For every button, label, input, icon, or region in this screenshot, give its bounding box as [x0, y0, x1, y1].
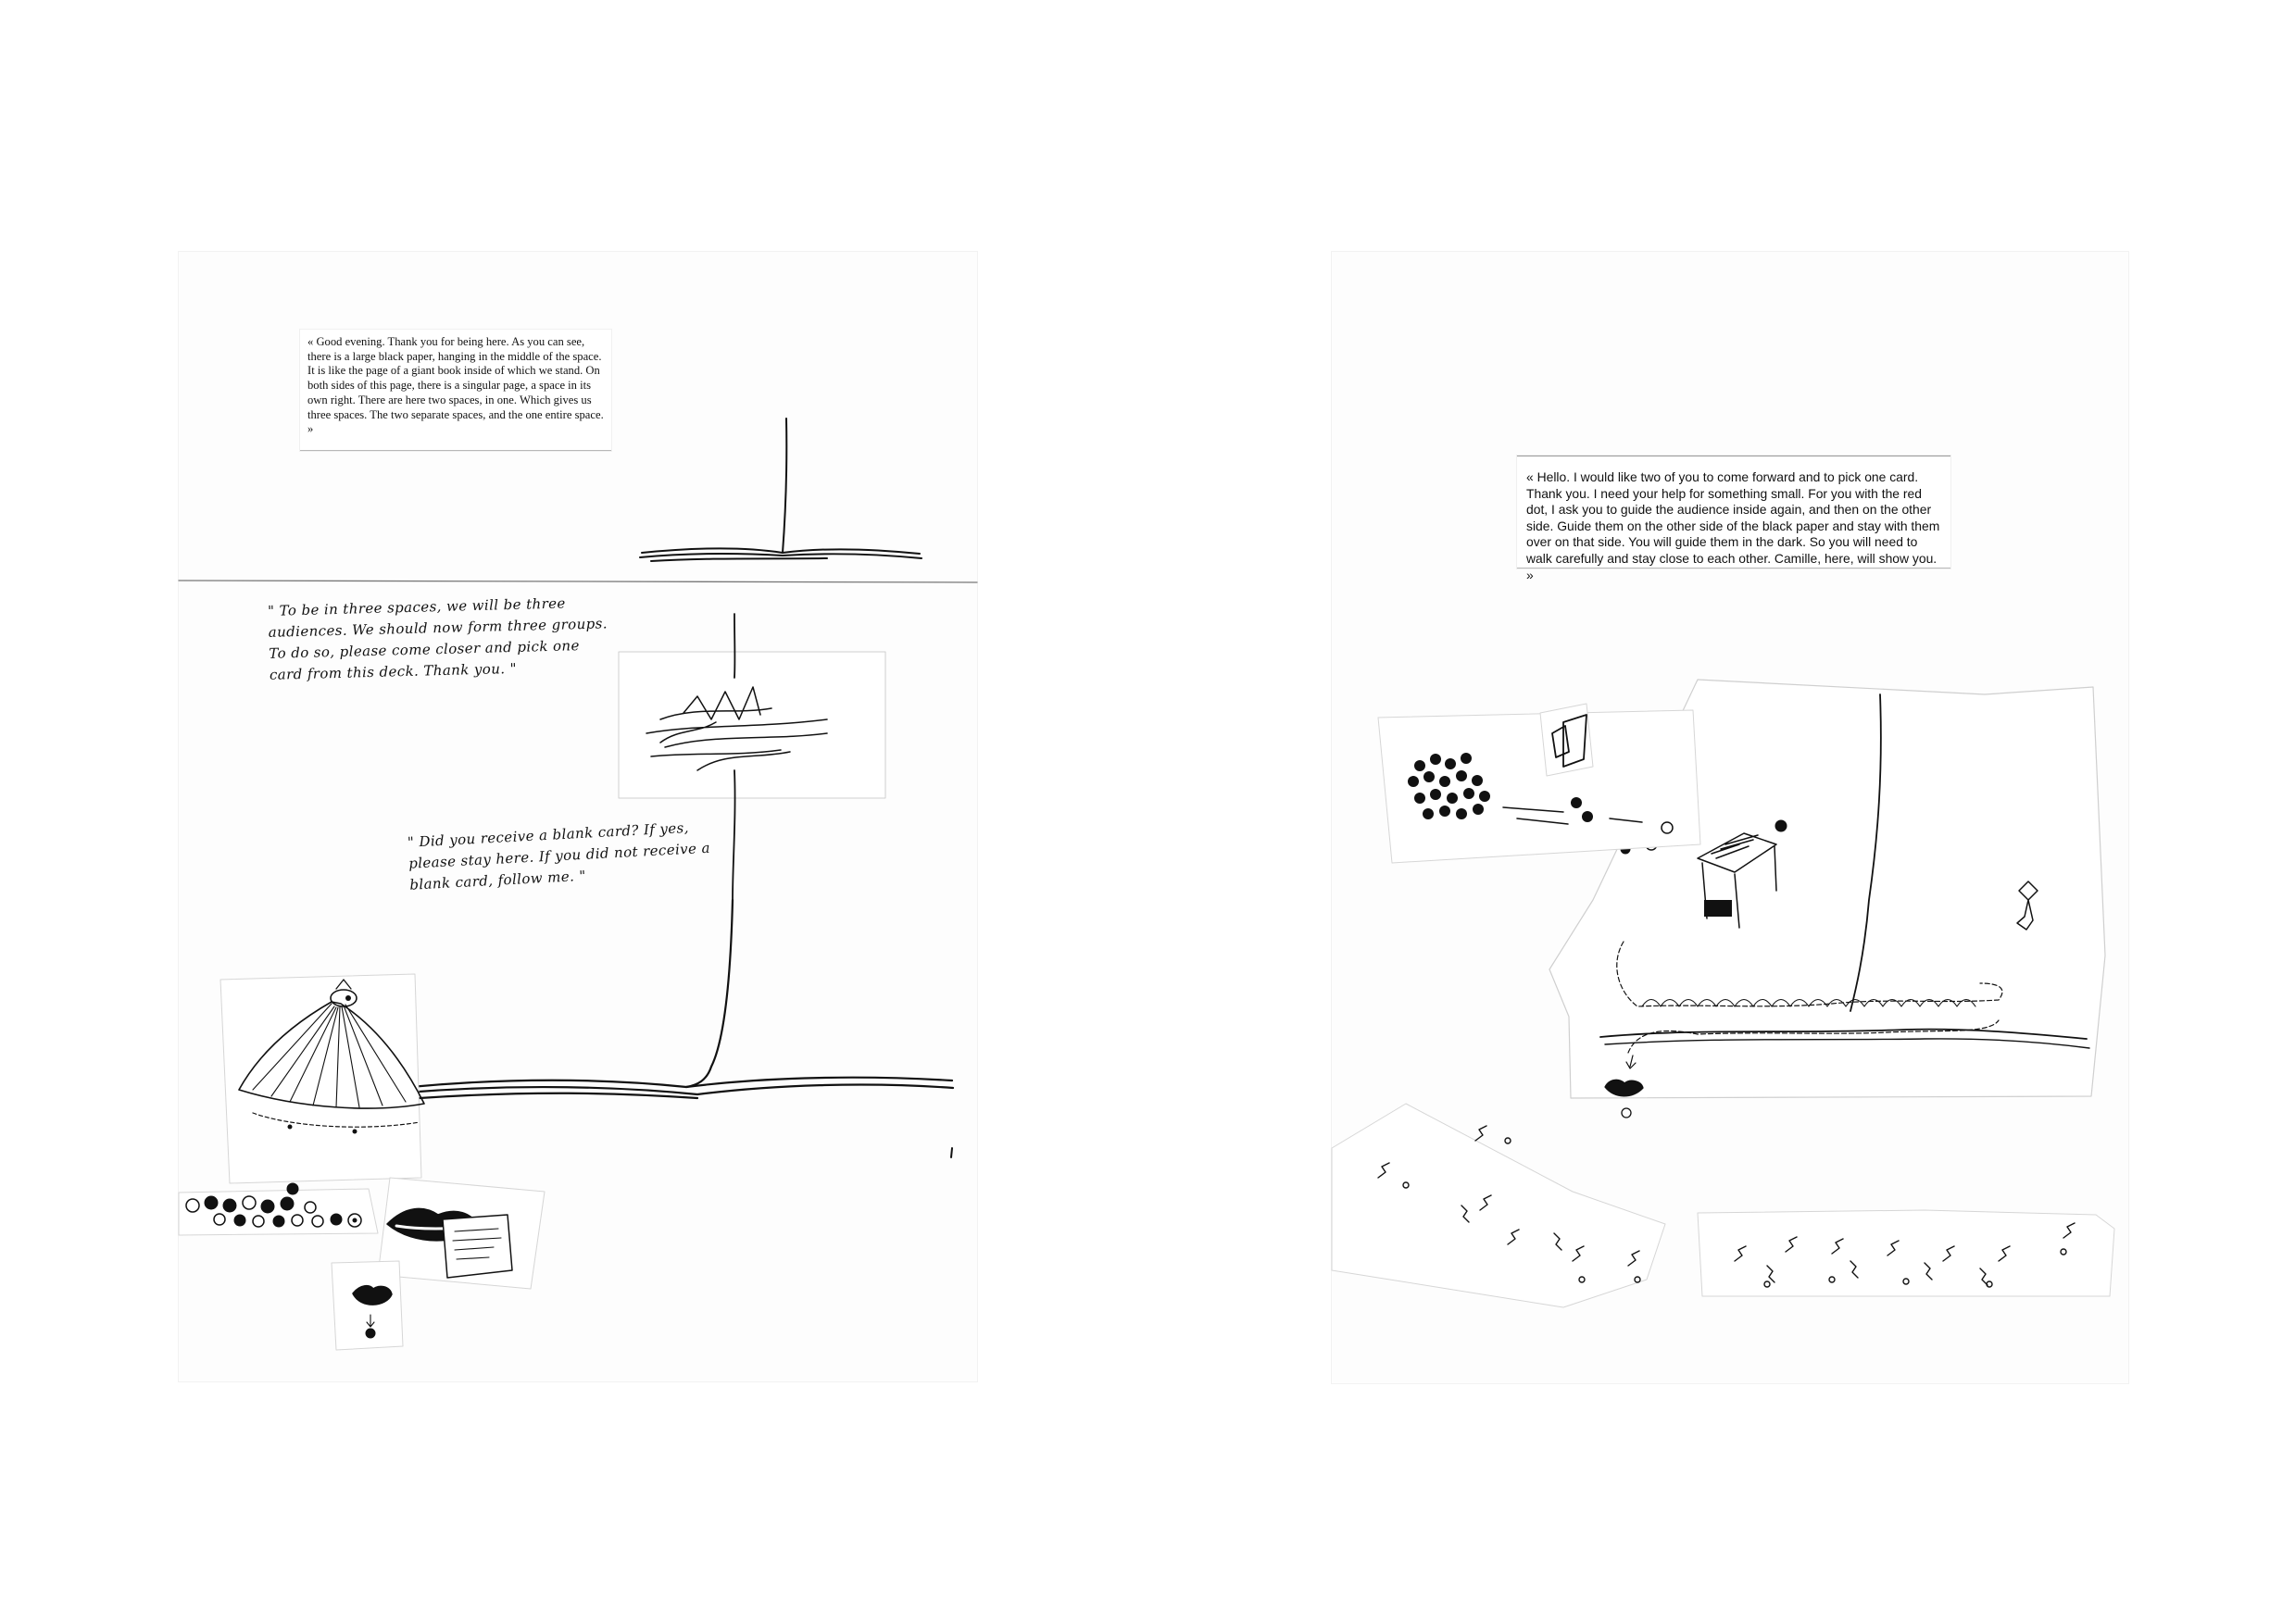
instruction-text-card	[1517, 456, 1950, 582]
footprints-strip	[1332, 1104, 2114, 1307]
book-sketch-top	[640, 418, 922, 561]
dot-row-card	[179, 1183, 378, 1235]
book-sketch-bottom	[406, 900, 953, 1098]
skirt-card	[220, 974, 424, 1183]
intro-text-card	[300, 330, 611, 451]
instruction-text: « Hello. I would like two of you to come forward and to pick one card. Thank you. I need your help for something small. For you with the red dot, I ask you to guide the audience inside again, and then on the other side. Guide them on the other side of the black paper and stay with them over on that side. You will guide them in the dark. So you will need to walk carefully and stay close to each other. Camille, here, will show you. »	[1526, 469, 1940, 582]
crowd-card	[1378, 710, 1700, 863]
intro-text: « Good evening. Thank you for being here. As you can see, there is a large black paper, hanging in the middle of the space. It is like the page of a giant book inside of which we stand. On both sides of this page, there is a singular page, a space in its own right. There are here two spaces, in one. Which gives us three spaces. The two separate spaces, and the one entire space. »	[307, 335, 604, 436]
page-divider	[179, 581, 977, 582]
left-page	[179, 252, 977, 1381]
lips-letter-card	[378, 1178, 545, 1289]
small-lips-card	[332, 1261, 403, 1350]
cards-sketch	[1540, 704, 1593, 776]
right-page	[1332, 252, 2128, 1383]
right-page-drawings	[1332, 252, 2128, 1383]
handwritten-note-blank-card: " Did you receive a blank card? If yes, please stay here. If you did not receive a blank card, follow me. "	[407, 818, 711, 893]
handwritten-note-three-audiences: " To be in three spaces, we will be three audiences. We should now form three groups. To do so, please come closer and pick one card from this deck. Thank you. "	[267, 594, 608, 683]
